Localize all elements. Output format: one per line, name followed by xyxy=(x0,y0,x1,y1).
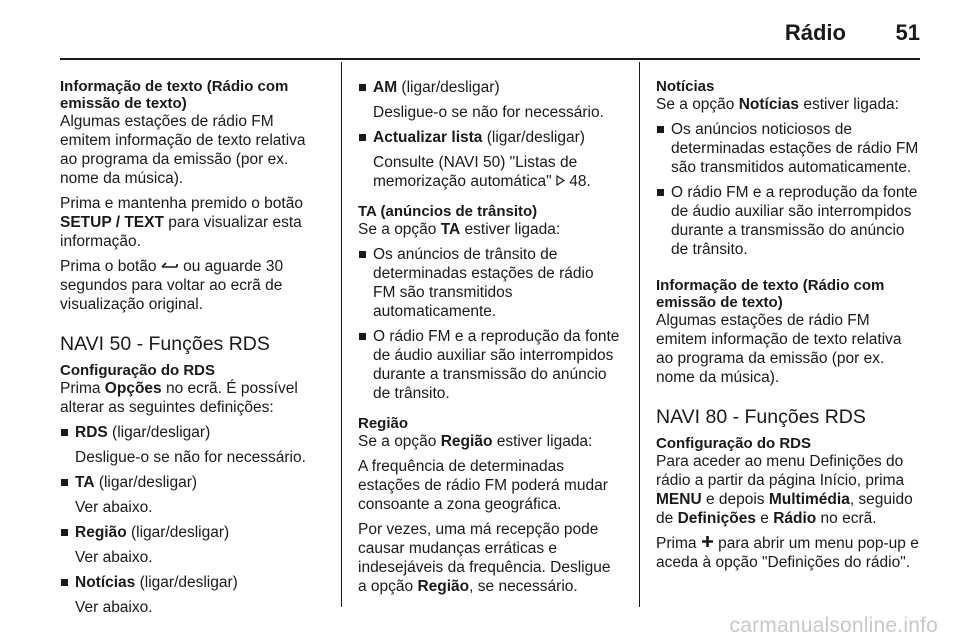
paragraph: Se a opção Região estiver ligada: xyxy=(358,433,593,451)
section-heading-text-info: Informação de texto (Rádio com emissão de texto) xyxy=(656,277,885,311)
column-1 xyxy=(60,78,322,617)
bullet-square-icon xyxy=(61,429,68,436)
bullet-square-icon xyxy=(657,189,664,196)
section-heading-region: Região xyxy=(358,415,409,433)
list-item-detail: Consulte (NAVI 50) "Listas de memorização automática" 48. xyxy=(373,154,591,190)
paragraph: A frequência de determinadas estações de rádio FM poderá mudar consoante a zona geográfica. xyxy=(358,458,608,514)
paragraph: Se a opção Notícias estiver ligada: xyxy=(656,96,899,113)
list-item: RDS (ligar/desligar) xyxy=(60,423,322,442)
bullet-square-icon xyxy=(359,333,366,340)
paragraph: Prima Opções no ecrã. É possível alterar as seguintes definições: xyxy=(60,380,298,417)
list-item: Os anúncios noticiosos de determinadas estações de rádio FM são transmitidos automaticamente. xyxy=(656,120,922,177)
list-item-detail: Ver abaixo. xyxy=(75,549,153,567)
back-arrow-icon xyxy=(161,257,179,276)
plus-icon xyxy=(701,534,714,553)
list-item-detail: Desligue-o se não for necessário. xyxy=(75,449,306,467)
setup-text-button-label: SETUP / TEXT xyxy=(60,214,164,231)
bullet-square-icon xyxy=(61,479,68,486)
list-item: O rádio FM e a reprodução da fonte de áudio auxiliar são interrompidos durante a transmissão do anúncio de trânsito. xyxy=(358,327,620,403)
list-item-detail: Ver abaixo. xyxy=(75,599,153,617)
page-ref-triangle-icon xyxy=(556,172,565,191)
page-title: Rádio xyxy=(784,20,846,45)
paragraph: Por vezes, uma má recepção pode causar mudanças erráticas e indesejáveis da frequência. Desligue a opção Região, se necessário. xyxy=(358,521,611,596)
list-item-detail: Ver abaixo. xyxy=(75,499,153,517)
list-item: TA (ligar/desligar) xyxy=(60,473,322,492)
list-item: Actualizar lista (ligar/desligar) xyxy=(358,128,620,147)
paragraph: Para aceder ao menu Definições do rádio a partir da página Início, prima MENU e depois Multimédia, seguido de Definições e Rádio no ecrã. xyxy=(656,453,913,527)
bullet-square-icon xyxy=(359,84,366,91)
column-2 xyxy=(358,78,620,596)
page-header xyxy=(60,18,920,58)
section-heading-rds-config: Configuração do RDS xyxy=(60,362,216,380)
watermark: carmanualsonline.info xyxy=(729,614,938,637)
paragraph: Algumas estações de rádio FM emitem informação de texto relativa ao programa da emissão (por ex. nome da música). xyxy=(656,312,902,386)
section-heading-ta: TA (anúncios de trânsito) xyxy=(358,203,538,221)
section-title-navi50: NAVI 50 - Funções RDS xyxy=(60,333,270,356)
list-item: AM (ligar/desligar) xyxy=(358,78,620,97)
column-divider-2 xyxy=(639,62,640,607)
paragraph: Prima o botão ou aguarde 30 segundos para voltar ao ecrã de visualização original. xyxy=(60,258,284,314)
paragraph: Algumas estações de rádio FM emitem informação de texto relativa ao programa da emissão (por ex. nome da música). xyxy=(60,113,306,187)
bullet-square-icon xyxy=(657,126,664,133)
page-number: 51 xyxy=(895,20,920,45)
bullet-square-icon xyxy=(359,251,366,258)
paragraph: Prima e mantenha premido o botão SETUP / TEXT para visualizar esta informação. xyxy=(60,195,303,250)
section-title-navi80: NAVI 80 - Funções RDS xyxy=(656,406,866,428)
column-divider-1 xyxy=(341,62,342,607)
section-heading-text-info: Informação de texto (Rádio com emissão de texto) xyxy=(60,78,289,112)
bullet-square-icon xyxy=(61,579,68,586)
list-item: Região (ligar/desligar) xyxy=(60,523,322,542)
section-heading-news: Notícias xyxy=(656,78,715,95)
column-3 xyxy=(656,78,922,572)
paragraph: Prima para abrir um menu pop-up e aceda à opção "Definições do rádio". xyxy=(656,535,919,572)
bullet-square-icon xyxy=(61,529,68,536)
bullet-square-icon xyxy=(359,134,366,141)
list-item: O rádio FM e a reprodução da fonte de áudio auxiliar são interrompidos durante a transmissão do anúncio de trânsito. xyxy=(656,183,922,259)
section-heading-rds-config: Configuração do RDS xyxy=(656,435,812,452)
paragraph: Se a opção TA estiver ligada: xyxy=(358,221,561,239)
list-item-detail: Desligue-o se não for necessário. xyxy=(373,104,604,121)
header-rule xyxy=(60,58,920,60)
list-item: Notícias (ligar/desligar) xyxy=(60,573,322,592)
list-item: Os anúncios de trânsito de determinadas estações de rádio FM são transmitidos automaticamente. xyxy=(358,245,620,321)
